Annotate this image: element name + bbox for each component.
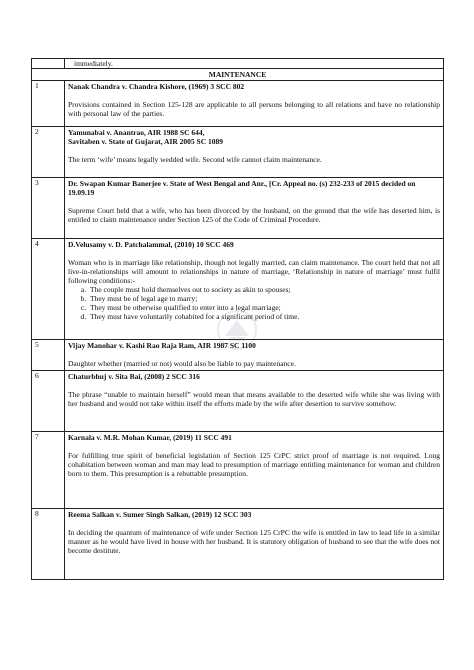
continuation-text: immediately. [74, 59, 113, 68]
case-title: Chaturbhuj v. Sita Bai, (2008) 2 SCC 316 [68, 372, 200, 381]
case-number: 6 [32, 371, 65, 432]
case-title: Dr. Swapan Kumar Banerjee v. State of West Bengal and Anr., [Cr. Appeal no. (s) 232-233 of 2015 decided on 19.09.19 [68, 179, 416, 197]
list-item: b. They must be of legal age to marry; [88, 294, 440, 303]
case-number: 1 [32, 81, 65, 127]
case-cell [65, 81, 444, 127]
case-summary: Daughter whether (married or not) would also be liable to pay maintenance. [68, 359, 296, 368]
list-item: c. They must be otherwise qualified to enter into a legal marriage; [88, 303, 440, 312]
case-cell [65, 371, 444, 432]
case-summary: Woman who is in marriage like relationship, though not legally married, can claim maintenance. The court held that not all live-in-relationships will amount to relationships in nature of marriage, ‘Relationship in nature of marriage’ must fulfil following conditions:- [68, 258, 440, 285]
case-title: Reema Salkan v. Sumer Singh Salkan, (2019) 12 SCC 303 [68, 510, 252, 519]
case-cell [65, 432, 444, 509]
list-item: d. They must have voluntarily cohabited for a significant period of time. [88, 312, 440, 321]
case-summary: The term ‘wife’ means legally wedded wife. Second wife cannot claim maintenance. [68, 155, 322, 164]
case-cell [65, 127, 444, 178]
table-row-continuation [32, 59, 444, 69]
case-number: 5 [32, 340, 65, 371]
table-row [32, 81, 444, 127]
case-number: 7 [32, 432, 65, 509]
case-cell [65, 178, 444, 239]
case-summary: Supreme Court held that a wife, who has been divorced by the husband, on the ground that the wife has deserted him, is entitled to claim maintenance under Section 125 of the Code of Criminal Procedure. [68, 206, 440, 224]
watermark-logo [215, 308, 259, 352]
case-summary: In deciding the quantum of maintenance of wife under Section 125 CrPC the wife is entitled in law to lead life in a similar manner as he would have lived in house with her husband. It is statutory obligation of husband to see that the wife does not become destitute. [68, 528, 440, 555]
case-number: 4 [32, 239, 65, 340]
section-heading: MAINTENANCE [32, 69, 444, 81]
case-number: 8 [32, 509, 65, 580]
case-title: Vijay Manohar v. Kashi Rao Raja Ram, AIR 1987 SC 1100 [68, 341, 256, 350]
case-cell [65, 509, 444, 580]
case-title: Nanak Chandra v. Chandra Kishore, (1969) 3 SCC 802 [68, 82, 245, 91]
case-summary: For fulfilling true spirit of beneficial legislation of Section 125 CrPC strict proof of marriage is not required. Long cohabitation between woman and man may lead to presumption of marriage entitling maintenance for woman and children born to them. This presumption is a rebuttable presumption. [68, 451, 440, 478]
table-row [32, 432, 444, 509]
row-number-cell [32, 59, 65, 69]
section-heading-row [32, 69, 444, 81]
case-title: D.Velusamy v. D. Patchalammal, (2010) 10 SCC 469 [68, 240, 234, 249]
list-item: a. The couple must hold themselves out to society as akin to spouses; [88, 285, 440, 294]
case-title: Yamunabai v. Anantrao, AIR 1988 SC 644, [68, 128, 205, 137]
case-number: 2 [32, 127, 65, 178]
case-title-secondary: Savitaben v. State of Gujarat, AIR 2005 SC 1089 [68, 137, 224, 146]
table-row [32, 371, 444, 432]
case-number: 3 [32, 178, 65, 239]
table-row [32, 127, 444, 178]
case-summary: The phrase “unable to maintain herself” would mean that means available to the deserted wife while she was living with her husband and would not take within itself the efforts made by the wife after desertion to survive somehow. [68, 390, 440, 408]
table-row [32, 509, 444, 580]
row-content-cell [65, 59, 444, 69]
table-row [32, 178, 444, 239]
case-summary: Provisions contained in Section 125-128 are applicable to all persons belonging to all relations and have no relationship with personal law of the parties. [68, 100, 440, 118]
case-title: Karnala v. M.R. Mohan Kumar, (2019) 11 SCC 491 [68, 433, 232, 442]
